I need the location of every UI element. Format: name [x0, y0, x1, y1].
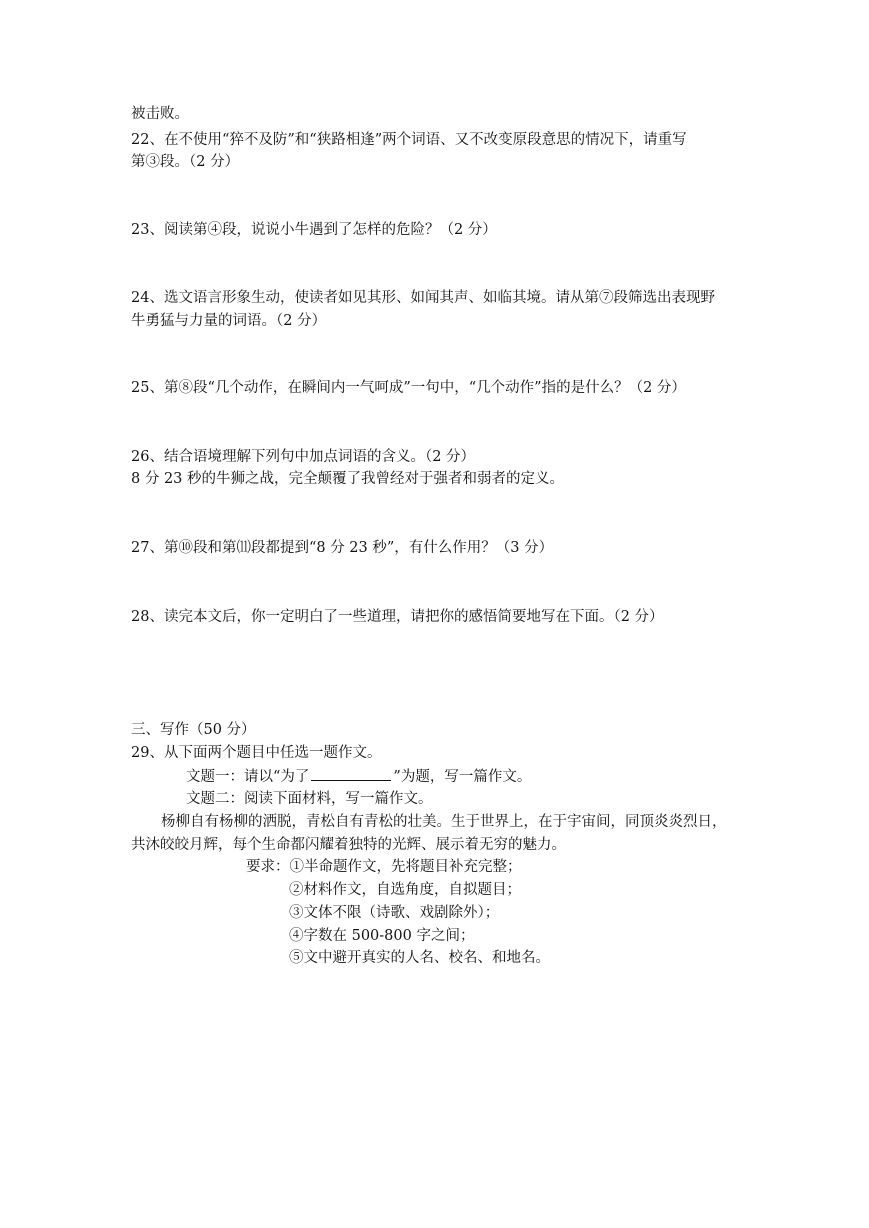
- material-line1: 杨柳自有杨柳的洒脱，青松自有青松的壮美。生于世界上，在于宇宙间，同顶炎炎烈日，: [161, 814, 727, 830]
- question-27: 27、第⑩段和第⑾段都提到“8 分 23 秒”，有什么作用？（3 分）: [131, 540, 554, 556]
- question-23: 23、阅读第④段，说说小牛遇到了怎样的危险？（2 分）: [131, 222, 497, 238]
- question-22-line1: 22、在不使用“猝不及防”和“狭路相逢”两个词语、又不改变原段意思的情况下，请重写: [131, 132, 687, 148]
- question-26-line1: 26、结合语境理解下列句中加点词语的含义。（2 分）: [131, 449, 476, 465]
- topic-one-prefix: 文题一：请以“为了: [186, 769, 310, 785]
- requirement-2: ②材料作文，自选角度，自拟题目；: [289, 882, 521, 898]
- title-blank: [311, 766, 391, 781]
- passage-tail: 被击败。: [131, 106, 189, 122]
- requirement-3: ③文体不限（诗歌、戏剧除外）；: [289, 905, 500, 921]
- question-29: 29、从下面两个题目中任选一题作文。: [131, 745, 382, 761]
- material-line2: 共沐皎皎月辉，每个生命都闪耀着独特的光辉、展示着无穷的魅力。: [131, 837, 566, 853]
- topic-two: 文题二：阅读下面材料，写一篇作文。: [186, 791, 433, 807]
- question-24-line1: 24、选文语言形象生动，使读者如见其形、如闻其声、如临其境。请从第⑦段筛选出表现野: [131, 290, 715, 306]
- topic-one-suffix: ”为题，写一篇作文。: [393, 769, 532, 785]
- requirement-4: ④字数在 500-800 字之间；: [289, 928, 475, 944]
- section-writing-heading: 三、写作（50 分）: [131, 722, 256, 738]
- requirement-1: 要求：①半命题作文，先将题目补充完整；: [246, 859, 522, 875]
- question-25: 25、第⑧段“几个动作，在瞬间内一气呵成”一句中，“几个动作”指的是什么？（2 分）: [131, 380, 686, 396]
- requirement-5: ⑤文中避开真实的人名、校名、和地名。: [289, 950, 550, 966]
- question-22-line2: 第③段。（2 分）: [131, 154, 240, 170]
- question-24-line2: 牛勇猛与力量的词语。（2 分）: [131, 313, 327, 329]
- question-28: 28、读完本文后，你一定明白了一些道理，请把你的感悟简要地写在下面。（2 分）: [131, 609, 664, 625]
- topic-one: [186, 766, 531, 786]
- question-26-line2: 8 分 23 秒的牛狮之战，完全颠覆了我曾经对于强者和弱者的定义。: [131, 471, 565, 487]
